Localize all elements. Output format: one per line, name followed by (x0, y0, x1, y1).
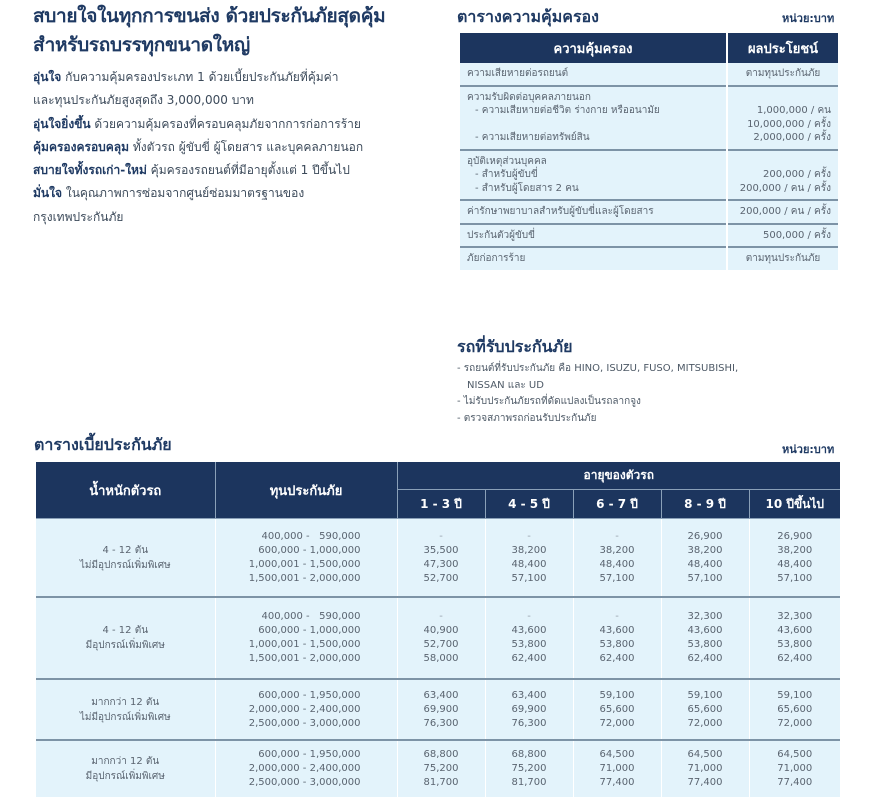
intro-highlight: อุ่นใจ (33, 70, 62, 84)
intro-text-span: ทั้งตัวรถ ผู้ขับขี่ ผู้โดยสาร และบุคคลภายนอก (129, 139, 364, 154)
coverage-benefit-cell (727, 63, 838, 86)
premium-rate-value: 62,400 (511, 653, 547, 664)
premium-rate-cell (661, 519, 749, 598)
coverage-row (460, 86, 838, 150)
premium-weight-text: มีอุปกรณ์เพิ่มพิเศษ (85, 640, 165, 651)
coverage-sub-item: - สำหรับผู้ขับขี่ (475, 169, 538, 180)
coverage-label: ภัยก่อการร้าย (467, 253, 526, 264)
premium-rate-value: 52,700 (423, 639, 459, 650)
premium-rate-value: - (439, 530, 443, 542)
coverage-label-cell (460, 200, 727, 224)
coverage-label-cell (460, 63, 727, 86)
coverage-label-cell (460, 224, 727, 248)
premium-sum-insured-range: 1,500,001 - 2,000,000 (248, 653, 361, 664)
premium-sum-insured-range: 600,000 - 1,000,000 (258, 544, 361, 556)
premium-rate-value: 77,400 (599, 777, 635, 788)
coverage-row (460, 200, 838, 224)
premium-rate-value: 43,600 (777, 625, 813, 636)
premium-rate-value: 59,100 (599, 689, 635, 701)
premium-sum-insured-range: 600,000 - 1,000,000 (258, 625, 361, 636)
coverage-header-row (460, 33, 838, 63)
vehicles-bullet: - ไม่รับประกันภัยรถที่ดัดแปลงเป็นรถลากจูง (457, 396, 641, 407)
intro-highlight: มั่นใจ (33, 186, 63, 201)
premium-rate-value: 52,700 (423, 572, 459, 584)
premium-rate-cell (573, 597, 661, 679)
premium-rate-cell (485, 597, 573, 679)
premium-header-age-8-9: 8 - 9 ปี (661, 490, 749, 519)
premium-rate-value: 72,000 (777, 717, 813, 729)
intro-line (33, 159, 453, 182)
premium-header-age-6-7: 6 - 7 ปี (573, 490, 661, 519)
premium-rate-value: 43,600 (599, 625, 635, 636)
vehicles-bullet: - ตรวจสภาพรถก่อนรับประกันภัย (457, 412, 597, 424)
premium-rate-cell (397, 597, 485, 679)
premium-rate-value: 75,200 (423, 763, 459, 774)
coverage-benefit-cell (727, 224, 838, 248)
premium-weight-cell (36, 740, 215, 797)
vehicles-list (457, 361, 857, 427)
premium-rate-cell (749, 679, 840, 740)
premium-weight-text: ไม่มีอุปกรณ์เพิ่มพิเศษ (79, 559, 171, 571)
coverage-sub-item (467, 118, 719, 132)
premium-sum-insured-range: 1,000,001 - 1,500,000 (248, 639, 361, 650)
coverage-label: อุบัติเหตุส่วนบุคคล (467, 155, 547, 167)
premium-unit: หน่วย:บาท (782, 443, 835, 456)
coverage-benefit-value: ตามทุนประกันภัย (745, 253, 821, 264)
premium-group-row (36, 519, 840, 598)
premium-rate-value: 48,400 (599, 558, 635, 570)
coverage-benefit-value: 200,000 / ครั้ง (762, 169, 831, 180)
premium-group-row (36, 597, 840, 679)
premium-rate-value: 63,400 (511, 689, 547, 701)
premium-rate-value: - (615, 530, 619, 542)
coverage-table (460, 33, 838, 270)
premium-sum-insured-range: 400,000 - 590,000 (261, 611, 361, 622)
premium-rate-cell (573, 740, 661, 797)
coverage-sub-item: - สำหรับผู้โดยสาร 2 คน (475, 182, 579, 194)
premium-rate-cell (485, 519, 573, 598)
intro-highlight: อุ่นใจยิ่งขึ้น (33, 116, 91, 131)
premium-rate-value: 72,000 (687, 717, 723, 729)
premium-rate-value: 65,600 (687, 703, 723, 715)
premium-rate-value: - (527, 530, 531, 542)
premium-rate-cell (485, 740, 573, 797)
intro-text-span: ในคุณภาพการซ่อมจากศูนย์ซ่อมมาตรฐานของ (62, 186, 305, 201)
premium-rate-value: 53,800 (777, 639, 813, 650)
intro-text-span: กับความคุ้มครองประเภท 1 ด้วยเบี้ยประกันภัยที่คุ้มค่า (61, 70, 339, 84)
premium-weight-text: มีอุปกรณ์เพิ่มพิเศษ (85, 771, 165, 782)
coverage-benefit-value: 10,000,000 / ครั้ง (747, 118, 831, 130)
premium-rate-value: 71,000 (599, 763, 635, 774)
premium-rate-value: 38,200 (687, 544, 723, 556)
premium-sum-insured-cell (215, 519, 397, 598)
premium-weight-text: มากกว่า 12 ตัน (91, 756, 160, 767)
premium-rate-value: 57,100 (599, 572, 635, 584)
vehicles-title: รถที่รับประกันภัย (457, 337, 573, 356)
premium-rate-value: - (439, 611, 443, 622)
premium-weight-text: ไม่มีอุปกรณ์เพิ่มพิเศษ (79, 711, 171, 723)
premium-rate-value: 38,200 (511, 544, 547, 556)
premium-rate-cell (573, 679, 661, 740)
premium-rate-cell (485, 679, 573, 740)
premium-header-weight: น้ำหนักตัวรถ (36, 462, 215, 519)
coverage-label: ประกันตัวผู้ขับขี่ (467, 229, 535, 241)
coverage-label-cell (460, 247, 727, 270)
premium-rate-value: 57,100 (777, 572, 813, 584)
premium-rate-value: 68,800 (511, 749, 547, 760)
premium-rate-value: 48,400 (777, 558, 813, 570)
premium-sum-insured-cell (215, 597, 397, 679)
premium-title: ตารางเบี้ยประกันภัย (34, 435, 172, 454)
premium-rate-value: 26,900 (687, 530, 723, 542)
premium-rate-value: 71,000 (777, 763, 813, 774)
premium-rate-cell (397, 679, 485, 740)
premium-rate-cell (749, 597, 840, 679)
coverage-title: ตารางความคุ้มครอง (457, 7, 599, 26)
premium-rate-value: 59,100 (777, 689, 813, 701)
headline (33, 2, 453, 60)
coverage-spacer (735, 155, 831, 169)
premium-sum-insured-cell (215, 740, 397, 797)
premium-rate-value: 58,000 (423, 653, 459, 664)
premium-rate-value: 38,200 (599, 544, 635, 556)
coverage-label: ค่ารักษาพยาบาลสำหรับผู้ขับขี่และผู้โดยสาร (467, 206, 654, 217)
coverage-label-cell (460, 150, 727, 201)
premium-rate-value: 48,400 (687, 558, 723, 570)
premium-rate-value: 40,900 (423, 625, 459, 636)
premium-rate-value: 71,000 (687, 763, 723, 774)
premium-rate-value: - (527, 611, 531, 622)
premium-rate-value: 76,300 (423, 717, 459, 729)
premium-rate-value: 53,800 (511, 639, 547, 650)
headline-line-2: สำหรับรถบรรทุกขนาดใหญ่ (33, 34, 250, 56)
coverage-row (460, 224, 838, 248)
premium-weight-text: มากกว่า 12 ตัน (91, 696, 160, 708)
intro-line (33, 136, 453, 159)
premium-sum-insured-range: 400,000 - 590,000 (261, 530, 361, 542)
premium-table (36, 462, 840, 797)
premium-rate-value: 48,400 (511, 558, 547, 570)
premium-rate-value: 47,300 (423, 558, 459, 570)
premium-weight-cell (36, 519, 215, 598)
intro-line (33, 89, 453, 112)
premium-rate-value: 68,800 (423, 749, 459, 760)
premium-rate-value: 62,400 (687, 653, 723, 664)
intro-text-span: กรุงเทพประกันภัย (33, 209, 124, 224)
premium-rate-value: 32,300 (777, 611, 813, 622)
premium-sum-insured-range: 2,500,000 - 3,000,000 (248, 777, 361, 788)
premium-rate-value: 77,400 (777, 777, 813, 788)
premium-rate-cell (397, 519, 485, 598)
premium-sum-insured-range: 600,000 - 1,950,000 (258, 689, 361, 701)
premium-rate-value: 64,500 (599, 749, 635, 760)
premium-group-row (36, 740, 840, 797)
premium-weight-cell (36, 679, 215, 740)
premium-rate-value: 43,600 (687, 625, 723, 636)
premium-header-sum-insured: ทุนประกันภัย (215, 462, 397, 519)
premium-rate-value: 64,500 (687, 749, 723, 760)
premium-rate-value: 81,700 (511, 777, 547, 788)
premium-rate-value: - (615, 611, 619, 622)
premium-rate-value: 38,200 (777, 544, 813, 556)
vehicles-bullet: - รถยนต์ที่รับประกันภัย คือ HINO, ISUZU, FUSO, MITSUBISHI, (457, 363, 739, 374)
premium-header-vehicle-age: อายุของตัวรถ (397, 462, 840, 490)
premium-rate-value: 81,700 (423, 777, 459, 788)
coverage-header-benefit: ผลประโยชน์ (727, 33, 838, 63)
premium-group-row (36, 679, 840, 740)
premium-rate-value: 77,400 (687, 777, 723, 788)
premium-rate-value: 59,100 (687, 689, 723, 701)
premium-rate-value: 32,300 (687, 611, 723, 622)
premium-rate-value: 69,900 (423, 703, 459, 715)
coverage-benefit-cell (727, 200, 838, 224)
premium-rate-value: 72,000 (599, 717, 635, 729)
premium-rate-value: 35,500 (423, 544, 459, 556)
premium-rate-value: 65,600 (777, 703, 813, 715)
premium-rate-cell (661, 597, 749, 679)
coverage-spacer (735, 91, 831, 105)
premium-rate-cell (397, 740, 485, 797)
coverage-sub-item: - ความเสียหายต่อชีวิต ร่างกาย หรืออนามัย (475, 105, 660, 116)
premium-sum-insured-range: 2,000,000 - 2,400,000 (248, 763, 361, 774)
coverage-row (460, 63, 838, 86)
premium-rate-value: 64,500 (777, 749, 813, 760)
premium-rate-value: 62,400 (599, 653, 635, 664)
coverage-benefit-cell (727, 150, 838, 201)
coverage-label: ความเสียหายต่อรถยนต์ (467, 68, 569, 79)
premium-rate-value: 57,100 (687, 572, 723, 584)
coverage-label-cell (460, 86, 727, 150)
premium-rate-cell (661, 740, 749, 797)
premium-rate-value: 62,400 (777, 653, 813, 664)
premium-sum-insured-range: 600,000 - 1,950,000 (258, 749, 361, 760)
coverage-benefit-value: 200,000 / คน / ครั้ง (739, 182, 831, 194)
premium-weight-cell (36, 597, 215, 679)
premium-sum-insured-range: 2,000,000 - 2,400,000 (248, 703, 361, 715)
coverage-row (460, 247, 838, 270)
premium-weight-text: 4 - 12 ตัน (102, 625, 149, 636)
intro-line (33, 66, 453, 89)
premium-sum-insured-range: 2,500,000 - 3,000,000 (248, 717, 361, 729)
intro-text (33, 66, 453, 229)
premium-rate-value: 76,300 (511, 717, 547, 729)
premium-sum-insured-range: 1,500,001 - 2,000,000 (248, 572, 361, 584)
coverage-unit: หน่วย:บาท (782, 12, 835, 25)
premium-rate-cell (749, 740, 840, 797)
premium-sum-insured-cell (215, 679, 397, 740)
premium-rate-value: 53,800 (687, 639, 723, 650)
premium-header-age-4-5: 4 - 5 ปี (485, 490, 573, 519)
premium-rate-cell (749, 519, 840, 598)
coverage-row (460, 150, 838, 201)
intro-line (33, 206, 453, 229)
premium-rate-cell (573, 519, 661, 598)
premium-rate-value: 75,200 (511, 763, 547, 774)
coverage-benefit-cell (727, 247, 838, 270)
premium-sum-insured-range: 1,000,001 - 1,500,000 (248, 558, 361, 570)
intro-text-span: ด้วยความคุ้มครองที่ครอบคลุมภัยจากการก่อการร้าย (90, 116, 361, 131)
premium-rate-value: 57,100 (511, 572, 547, 584)
coverage-benefit-value: 2,000,000 / ครั้ง (753, 132, 831, 143)
intro-text-span: คุ้มครองรถยนต์ที่มีอายุตั้งแต่ 1 ปีขึ้นไป (146, 163, 350, 178)
premium-header-age-1-3: 1 - 3 ปี (397, 490, 485, 519)
coverage-benefit-value: ตามทุนประกันภัย (745, 68, 821, 79)
premium-rate-value: 53,800 (599, 639, 635, 650)
coverage-benefit-value: 500,000 / ครั้ง (762, 229, 831, 241)
premium-header-age-10-plus: 10 ปีขึ้นไป (749, 490, 840, 519)
intro-line (33, 113, 453, 136)
coverage-benefit-cell (727, 86, 838, 150)
intro-highlight: คุ้มครองครอบคลุม (33, 139, 130, 154)
premium-rate-value: 43,600 (511, 625, 547, 636)
premium-rate-cell (661, 679, 749, 740)
intro-highlight: สบายใจทั้งรถเก่า-ใหม่ (33, 163, 147, 178)
intro-line (33, 182, 453, 205)
premium-rate-value: 63,400 (423, 689, 459, 701)
coverage-header-coverage: ความคุ้มครอง (460, 33, 727, 63)
intro-text-span: และทุนประกันภัยสูงสุดถึง 3,000,000 บาท (33, 93, 254, 108)
premium-weight-text: 4 - 12 ตัน (102, 544, 149, 556)
coverage-benefit-value: 200,000 / คน / ครั้ง (739, 206, 831, 217)
premium-rate-value: 69,900 (511, 703, 547, 715)
coverage-label: ความรับผิดต่อบุคคลภายนอก (467, 91, 591, 103)
premium-rate-value: 26,900 (777, 530, 813, 542)
vehicles-bullet-continued: NISSAN และ UD (467, 379, 544, 391)
coverage-sub-item: - ความเสียหายต่อทรัพย์สิน (475, 132, 590, 143)
headline-line-1: สบายใจในทุกการขนส่ง ด้วยประกันภัยสุดคุ้ม (33, 5, 386, 27)
coverage-benefit-value: 1,000,000 / คน (756, 105, 831, 116)
premium-rate-value: 65,600 (599, 703, 635, 715)
